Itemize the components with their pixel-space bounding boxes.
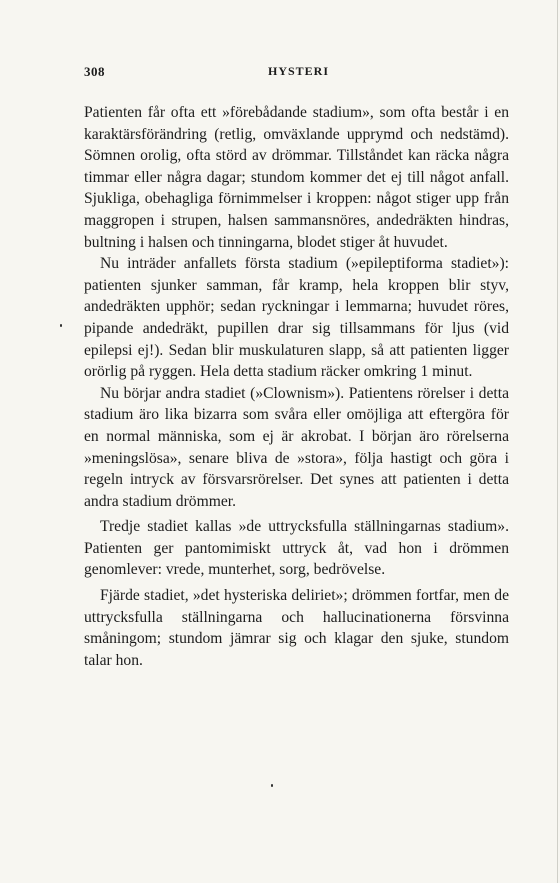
page-edge-line xyxy=(557,0,558,883)
paragraph-second-stage: Nu börjar andra stadiet (»Clownism»). Patientens rörelser i detta stadium äro lika bizarra som svåra eller omöjliga att eftergöra för en normal människa, som ej är akrobat. I början äro rörelserna »meningslösa», senare bliva de »stora», följa hastigt och göra i regeln intryck av försvarsrörelser. Det synes att patienten i detta andra stadium drömmer. xyxy=(84,384,509,510)
paragraph-third-stage: Tredje stadiet kallas »de uttrycksfulla ställningarnas stadium». Patienten ger pantomimiskt uttryck åt, vad hon i drömmen genomlever: vrede, munterhet, sorg, bedrövelse. xyxy=(84,518,509,579)
paragraph-fourth-stage: Fjärde stadiet, »det hysteriska deliriet»; drömmen fortfar, men de uttrycksfulla ställningarna och hallucinationerna försvinna småningom; stundom jämrar sig och klagar den sjuke, stundom talar hon. xyxy=(84,587,509,669)
body-text xyxy=(84,102,509,671)
page-header xyxy=(84,64,484,84)
paragraph-first-stage: Nu inträder anfallets första stadium (»epileptiforma stadiet»): patienten sjunker samman, får kramp, hela kroppen blir styv, andedräkten upphör; sedan ryckningar i lemmarna; huvudet röres, pipande andedräkt, pupillen drar sig tillsammans för ljus (vid epilepsi ej!). Sedan blir muskulaturen slapp, så att patienten ligger orörlig på ryggen. Hela detta stadium räcker omkring 1 minut. xyxy=(84,255,509,381)
print-speck xyxy=(271,784,273,787)
page-number: 308 xyxy=(84,64,105,79)
running-title: HYSTERI xyxy=(268,64,330,78)
paragraph-prodromal-stage: Patienten får ofta ett »förebådande stadium», som ofta består i en karaktärsförändring (retlig, omväxlande upprymd och nedstämd). Sömnen orolig, ofta störd av drömmar. Tillståndet kan räcka några timmar eller några dagar; stundom kommer det ej till något anfall. Sjukliga, obehagliga förnimmelser i kroppen: något stiger upp från maggropen i strupen, halsen sammansnöres, andedräkten hindras, bultning i halsen och tinningarna, blodet stiger åt huvudet. xyxy=(84,104,509,251)
print-speck xyxy=(60,324,62,327)
